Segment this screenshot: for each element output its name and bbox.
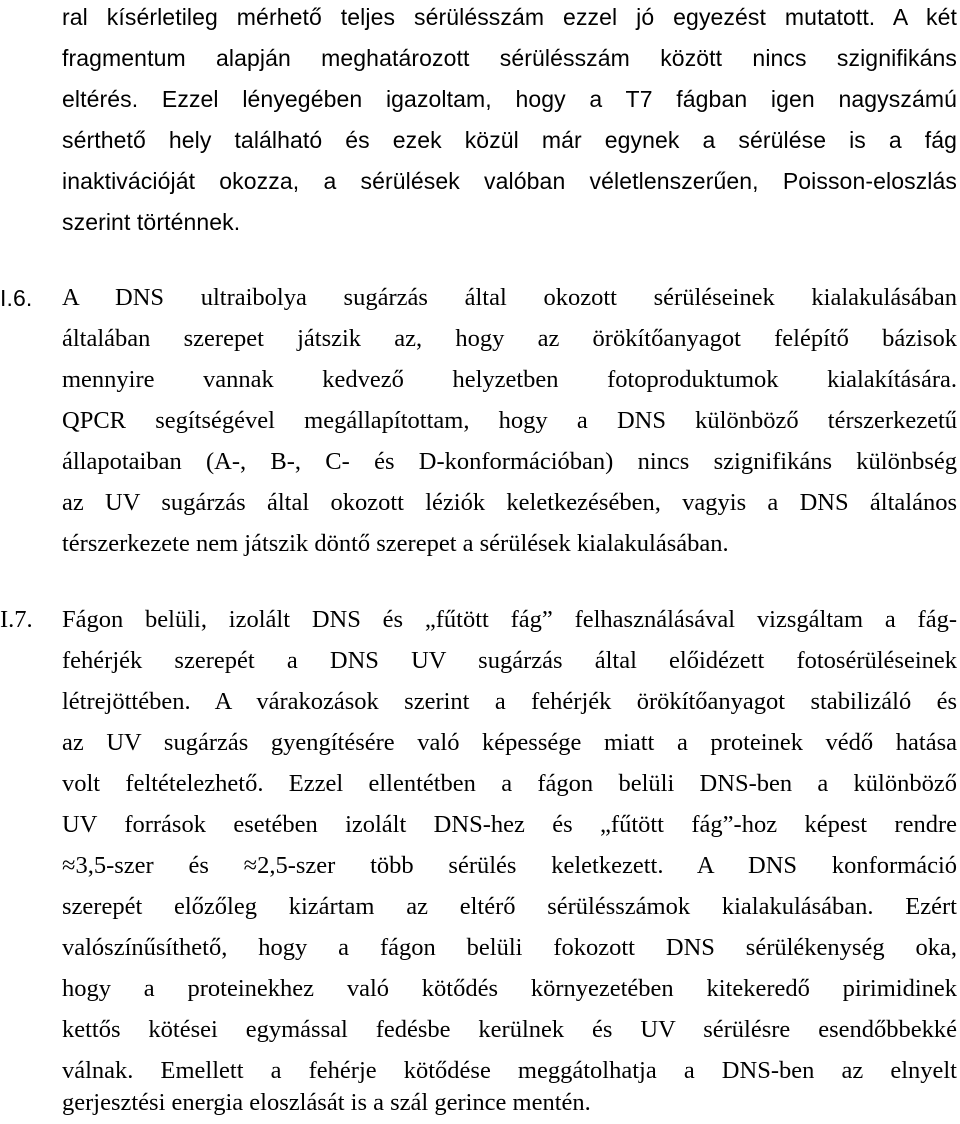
intro-line-6: szerint történnek.: [62, 209, 241, 235]
section-1-7-line-7: ≈3,5-szer és ≈2,5-szer több sérülés keletkezett. A DNS konformáció: [62, 852, 957, 879]
section-1-7-line-6: UV források esetében izolált DNS-hez és „fűtött fág”-hoz képest rendre: [62, 811, 957, 838]
section-1-6-line-4: QPCR segítségével megállapítottam, hogy a DNS különböző térszerkezetű: [62, 407, 957, 434]
intro-line-2: fragmentum alapján meghatározott sérülésszám között nincs szignifikáns: [62, 45, 957, 71]
section-1-7-label: I.7.: [0, 606, 33, 633]
section-1-6-label: I.6.: [0, 285, 33, 311]
intro-line-5: inaktivációját okozza, a sérülések valóban véletlenszerűen, Poisson-eloszlás: [62, 168, 957, 194]
section-1-6-line-2: általában szerepet játszik az, hogy az örökítőanyagot felépítő bázisok: [62, 325, 957, 352]
intro-line-1: ral kísérletileg mérhető teljes sérülésszám ezzel jó egyezést mutatott. A két: [62, 4, 957, 30]
section-1-7-line-8: szerepét előzőleg kizártam az eltérő sérülésszámok kialakulásában. Ezért: [62, 893, 957, 920]
section-1-7-line-2: fehérjék szerepét a DNS UV sugárzás által előidézett fotosérüléseinek: [62, 647, 957, 674]
section-1-7-line-5: volt feltételezhető. Ezzel ellentétben a fágon belüli DNS-ben a különböző: [62, 770, 957, 797]
intro-line-3: eltérés. Ezzel lényegében igazoltam, hogy a T7 fágban igen nagyszámú: [62, 86, 957, 112]
intro-line-4: sérthető hely található és ezek közül már egynek a sérülése is a fág: [62, 127, 957, 153]
section-1-7-line-10: hogy a proteinekhez való kötődés környezetében kitekeredő pirimidinek: [62, 975, 957, 1002]
section-1-7-line-4: az UV sugárzás gyengítésére való képessége miatt a proteinek védő hatása: [62, 729, 957, 756]
section-1-7-line-9: valószínűsíthető, hogy a fágon belüli fokozott DNS sérülékenység oka,: [62, 934, 957, 961]
section-1-6-line-3: mennyire vannak kedvező helyzetben fotoproduktumok kialakítására.: [62, 366, 957, 393]
section-1-7-line-11: kettős kötései egymással fedésbe kerülnek és UV sérülésre esendőbbekké: [62, 1016, 957, 1043]
section-1-6-line-1: A DNS ultraibolya sugárzás által okozott sérüléseinek kialakulásában: [62, 284, 957, 311]
section-1-7-line-1: Fágon belüli, izolált DNS és „fűtött fág” felhasználásával vizsgáltam a fág-: [62, 606, 957, 633]
section-1-7-line-3: létrejöttében. A várakozások szerint a fehérjék örökítőanyagot stabilizáló és: [62, 688, 957, 715]
section-1-7-line-12: válnak. Emellett a fehérje kötődése meggátolhatja a DNS-ben az elnyelt: [62, 1057, 957, 1084]
section-1-7-line-13: gerjesztési energia eloszlását is a szál gerince mentén.: [62, 1089, 591, 1116]
section-1-6-line-6: az UV sugárzás által okozott léziók keletkezésében, vagyis a DNS általános: [62, 489, 957, 516]
section-1-6-line-7: térszerkezete nem játszik döntő szerepet a sérülések kialakulásában.: [62, 530, 729, 557]
section-1-6-line-5: állapotaiban (A-, B-, C- és D-konformációban) nincs szignifikáns különbség: [62, 448, 957, 475]
